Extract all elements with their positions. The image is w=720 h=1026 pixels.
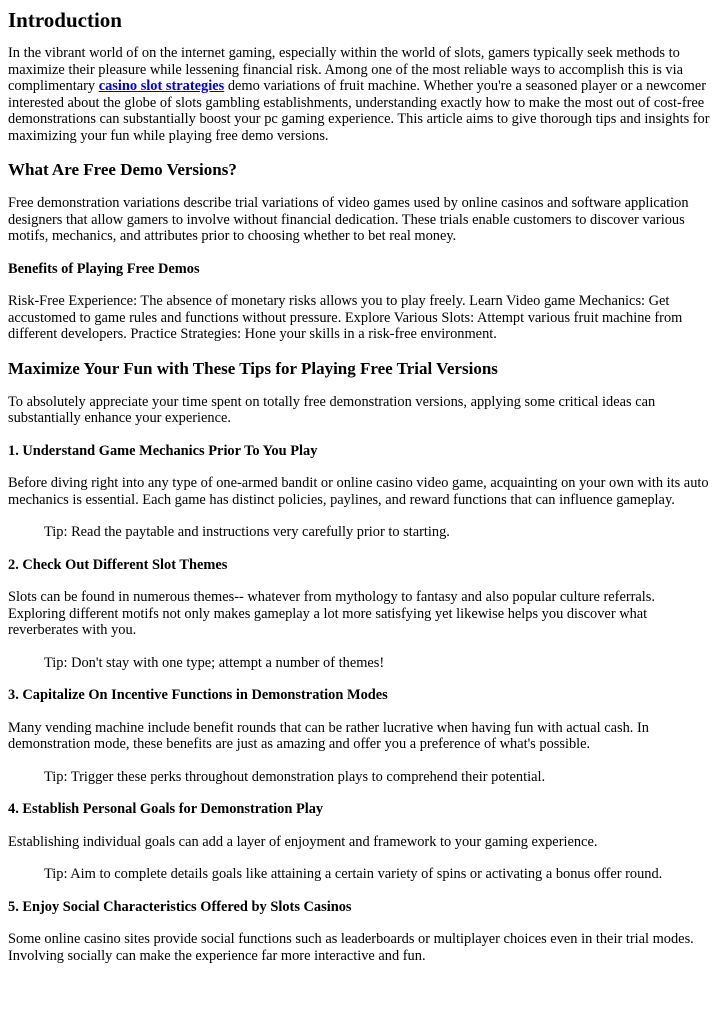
tip-2-heading: 2. Check Out Different Slot Themes	[8, 556, 228, 573]
what-heading: What Are Free Demo Versions?	[8, 160, 237, 179]
tip-3-note: Tip: Trigger these perks throughout demonstration plays to comprehend their potential.	[44, 768, 546, 785]
tips-paragraph: To absolutely appreciate your time spent on totally free demonstration versions, applying some critical ideas can substantially enhance your experience.	[8, 393, 656, 426]
tip-4-note: Tip: Aim to complete details goals like attaining a certain variety of spins or activating a bonus offer round.	[44, 866, 663, 882]
intro-heading: Introduction	[8, 8, 122, 32]
tip-1-paragraph: Before diving right into any type of one-armed bandit or online casino video game, acquainting on your own with its auto mechanics is essential. Each game has distinct policies, paylines, and reward functions that can influence gameplay.	[8, 475, 709, 508]
article	[0, 9, 720, 964]
tip-4-heading: 4. Establish Personal Goals for Demonstration Play	[8, 801, 324, 817]
tip-5-heading: 5. Enjoy Social Characteristics Offered by Slots Casinos	[8, 898, 352, 915]
intro-text-after: demo variations of fruit machine. Whether you're a seasoned player or a newcomer interested about the globe of slots gambling establishments, understanding exactly how to make the most out of cost-free demonstrations can substantially boost your pc gaming experience. This article aims to give thorough tips and insights for maximizing your fun while playing free demo versions.	[8, 78, 710, 144]
tip-1-heading: 1. Understand Game Mechanics Prior To You Play	[8, 442, 318, 459]
casino-slot-strategies-link[interactable]: casino slot strategies	[98, 78, 225, 94]
tip-4-paragraph: Establishing individual goals can add a layer of enjoyment and framework to your gaming experience.	[8, 833, 598, 850]
tip-5-paragraph: Some online casino sites provide social functions such as leaderboards or multiplayer choices even in their trial modes. Involving socially can make the experience far more interactive and fun.	[8, 931, 694, 964]
intro-text-before: In the vibrant world of on the internet gaming, especially within the world of slots, gamers typically seek methods to maximize their pleasure while lessening financial risk. Among one of the most reliable ways to accomplish this is via complimentary	[8, 45, 683, 94]
tip-3-heading: 3. Capitalize On Incentive Functions in Demonstration Modes	[8, 687, 388, 703]
tip-3-paragraph: Many vending machine include benefit rounds that can be rather lucrative when having fun with actual cash. In demonstration mode, these benefits are just as amazing and offer you a preference of what's possible.	[8, 719, 649, 752]
benefits-paragraph: Risk-Free Experience: The absence of monetary risks allows you to play freely. Learn Video game Mechanics: Get accustomed to game rules and functions without pressure. Explore Various Slots: Attempt various fruit machine from different developers. Practice Strategies: Hone your skills in a risk-free environment.	[8, 293, 683, 342]
what-paragraph: Free demonstration variations describe trial variations of video games used by online casinos and software application designers that allow gamers to involve without financial dedication. These trials enable customers to discover various motifs, mechanics, and attributes prior to choosing whether to bet real money.	[8, 195, 689, 244]
tips-heading: Maximize Your Fun with These Tips for Playing Free Trial Versions	[8, 358, 498, 378]
tip-1-note: Tip: Read the paytable and instructions very carefully prior to starting.	[44, 524, 450, 540]
tip-2-paragraph: Slots can be found in numerous themes-- whatever from mythology to fantasy and also popular culture referrals. Exploring different motifs not only makes gameplay a lot more satisfying yet likewise helps you discover what reverberates with you.	[8, 589, 655, 638]
intro-paragraph	[8, 45, 712, 144]
tip-2-note: Tip: Don't stay with one type; attempt a number of themes!	[44, 654, 385, 671]
benefits-heading: Benefits of Playing Free Demos	[8, 260, 200, 277]
